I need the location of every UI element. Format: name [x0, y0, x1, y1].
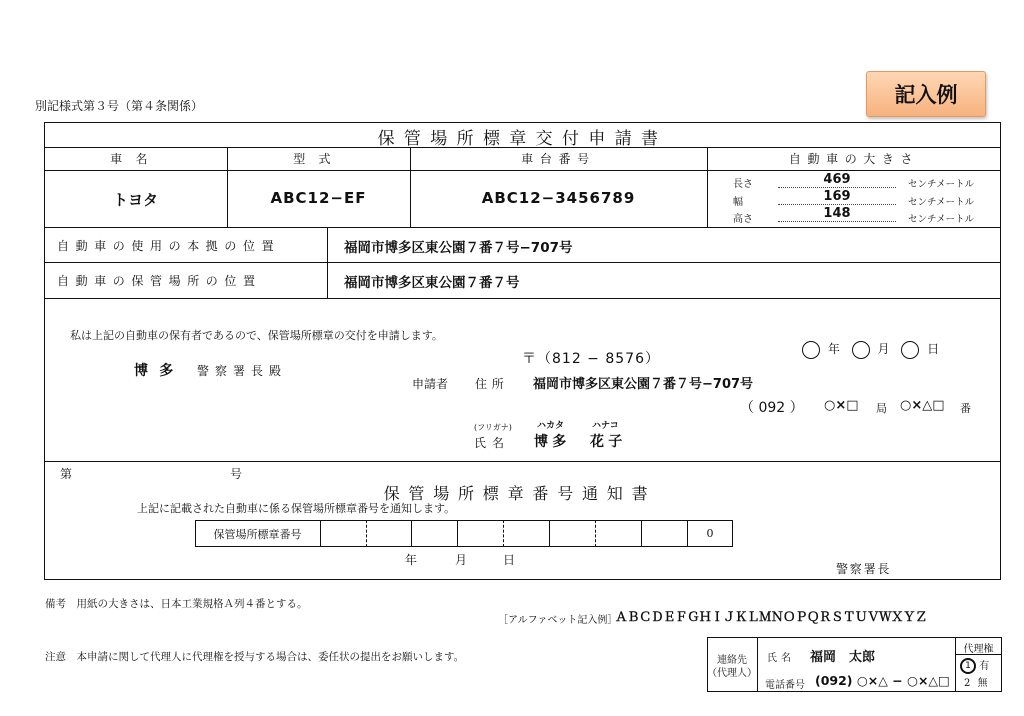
applicant-given-name: 花子: [590, 434, 627, 450]
notice-go: 号: [230, 467, 243, 481]
contact-name-label: 氏名: [767, 653, 795, 664]
header-car-name: 車名: [110, 152, 161, 166]
proxy-no-number: 2: [964, 678, 971, 689]
day-label: 日: [927, 342, 940, 356]
proxy-yes-circle: [960, 658, 976, 674]
alphabet-example: ＡＢＣＤＥＦＧＨＩＪＫＬＭＮＯＰＱＲＳＴＵＶＷＸＹＺ: [615, 609, 928, 624]
number-last-digit: 0: [706, 527, 714, 540]
postal-code: 〒（812 − 8576）: [522, 351, 660, 367]
form-title: 保管場所標章交付申請書: [377, 129, 668, 149]
vehicle-model: ABC12−EF: [270, 189, 367, 207]
phone-area: （ 092 ）: [740, 400, 804, 416]
vehicle-name: トヨタ: [112, 191, 158, 209]
notice-text: 上記に記載された自動車に係る保管場所標章番号を通知します。: [137, 502, 456, 515]
usage-label: 自動車の使用の本拠の位置: [57, 239, 281, 253]
size-width-unit: センチメートル: [908, 197, 975, 208]
notice-year: 年: [405, 553, 418, 567]
applicant-family-name: 博多: [534, 434, 571, 450]
header-size: 自動車の大きさ: [788, 152, 920, 166]
furigana-given: ハナコ: [592, 421, 619, 431]
proxy-option-no[interactable]: [964, 674, 988, 689]
vehicle-chassis: ABC12−3456789: [481, 189, 636, 207]
police-station-suffix: 警察署長殿: [197, 364, 288, 378]
contact-label: 連絡先: [717, 655, 747, 666]
storage-value: 福岡市博多区東公園７番７号: [344, 275, 520, 291]
form-reference: 別記様式第３号（第４条関係）: [35, 99, 204, 113]
month-label: 月: [877, 342, 890, 356]
contact-phone-label: 電話番号: [765, 680, 805, 691]
phone-kyoku: 局: [876, 402, 887, 415]
application-statement: 私は上記の自動車の保有者であるので、保管場所標章の交付を申請します。: [70, 329, 443, 342]
size-length-label: 長さ: [733, 179, 753, 190]
application-date: [802, 340, 939, 359]
contact-name: 福岡 太郎: [810, 650, 876, 665]
alphabet-label: ［アルファベット記入例］: [498, 615, 618, 626]
proxy-option-yes[interactable]: [960, 657, 989, 674]
applicant-address: 福岡市博多区東公園７番７号−707号: [533, 377, 754, 392]
month-blank[interactable]: [852, 341, 870, 359]
usage-value: 福岡市博多区東公園７番７号−707号: [344, 240, 573, 256]
furigana-family: ハカタ: [537, 421, 565, 431]
applicant-label: 申請者: [412, 377, 449, 391]
storage-label: 自動車の保管場所の位置: [57, 274, 262, 288]
example-badge: 記入例: [866, 71, 986, 117]
year-blank[interactable]: [802, 341, 820, 359]
number-table-label: 保管場所標章番号: [213, 528, 302, 541]
size-height-value: 148: [778, 206, 896, 222]
notice-month: 月: [455, 553, 468, 567]
size-length-unit: センチメートル: [908, 179, 975, 190]
remarks: 備考 用紙の大きさは、日本工業規格Ａ列４番とする。: [45, 598, 308, 610]
contact-phone: (092) ○×△ − ○×△□: [815, 673, 950, 688]
phone-number: ○×△□: [900, 398, 945, 413]
size-width-value: 169: [778, 189, 896, 205]
caution-note: 注意 本申請に関して代理人に代理権を授与する場合は、委任状の提出をお願いします。: [45, 651, 465, 663]
size-height-label: 高さ: [733, 214, 753, 225]
address-label: 住所: [475, 377, 509, 391]
day-blank[interactable]: [901, 341, 919, 359]
police-station-name: 博多: [134, 363, 185, 379]
notice-day: 日: [503, 553, 516, 567]
size-length-value: 469: [778, 172, 896, 188]
header-model: 型式: [293, 152, 344, 166]
proxy-yes-number: 1: [965, 661, 971, 671]
phone-local: ○×□: [824, 398, 859, 413]
proxy-label: 代理権: [963, 644, 994, 655]
contact-label-proxy: （代理人）: [707, 668, 757, 679]
name-label: 氏名: [474, 436, 511, 450]
size-width-label: 幅: [733, 197, 743, 208]
year-label: 年: [827, 342, 840, 356]
furigana-label: (フリガナ): [474, 423, 512, 432]
header-chassis: 車台番号: [521, 152, 596, 166]
notice-title: 保管場所標章番号通知書: [383, 484, 657, 503]
notice-dai: 第: [60, 467, 73, 481]
notice-police: 警察署長: [836, 562, 892, 576]
phone-ban: 番: [960, 402, 971, 415]
size-height-unit: センチメートル: [908, 214, 975, 225]
proxy-yes-label: 有: [979, 661, 990, 672]
proxy-no-label: 無: [977, 678, 988, 689]
